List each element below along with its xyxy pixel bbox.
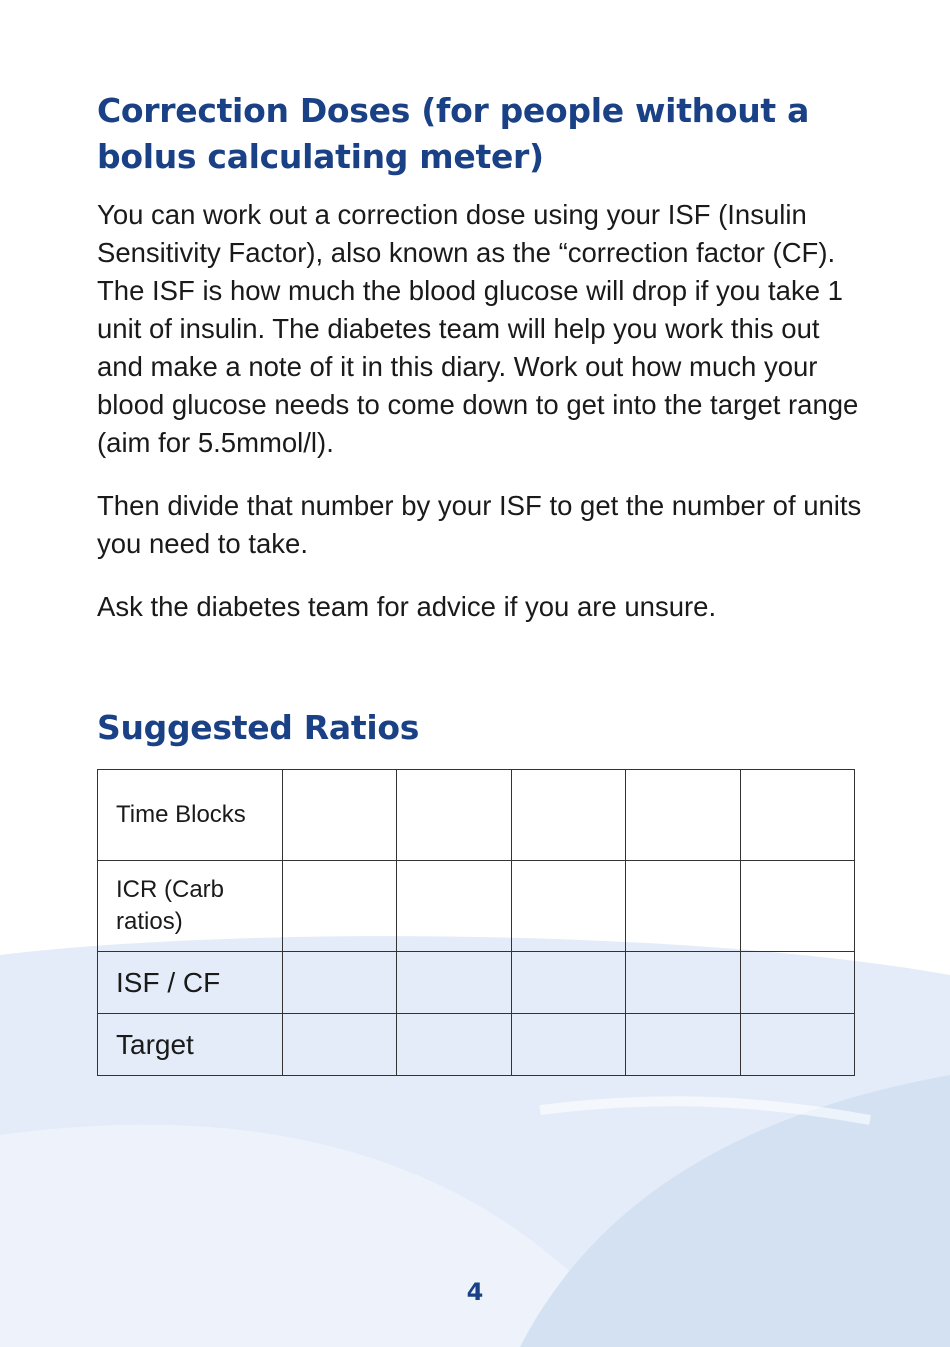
row-label: Time Blocks [98, 770, 283, 861]
row-label: ICR (Carb ratios) [98, 861, 283, 952]
paragraph-isf-explanation: You can work out a correction dose using your ISF (Insulin Sensitivity Factor), also known as the “correction factor (CF). The ISF is how much the blood glucose will drop if you take 1 unit of insulin. The diabetes team will help you work this out and make a note of it in this diary. Work out how much your blood glucose needs to come down to get into the target range (aim for 5.5mmol/l). [97, 199, 859, 458]
row-label: Target [98, 1014, 283, 1076]
table-cell[interactable] [511, 861, 625, 952]
row-label: ISF / CF [98, 952, 283, 1014]
table-cell[interactable] [397, 1014, 511, 1076]
paragraph-divide: Then divide that number by your ISF to get the number of units you need to take. [97, 490, 862, 559]
table-cell[interactable] [511, 952, 625, 1014]
table-row [98, 952, 855, 1014]
table-row [98, 1014, 855, 1076]
table-cell[interactable] [397, 770, 511, 861]
table-cell[interactable] [740, 861, 854, 952]
table-cell[interactable] [511, 1014, 625, 1076]
ratios-table [97, 769, 855, 1076]
page-title: Correction Doses (for people without a bolus calculating meter) [97, 91, 810, 176]
table-cell[interactable] [511, 770, 625, 861]
table-cell[interactable] [740, 1014, 854, 1076]
section-title: Suggested Ratios [97, 708, 420, 747]
table-cell[interactable] [283, 952, 397, 1014]
paragraph-advice: Ask the diabetes team for advice if you are unsure. [97, 591, 717, 622]
table-cell[interactable] [626, 861, 740, 952]
table-cell[interactable] [397, 861, 511, 952]
page-number: 4 [466, 1278, 484, 1306]
table-cell[interactable] [283, 1014, 397, 1076]
table-cell[interactable] [283, 861, 397, 952]
table-cell[interactable] [740, 770, 854, 861]
table-cell[interactable] [740, 952, 854, 1014]
table-cell[interactable] [626, 952, 740, 1014]
table-cell[interactable] [397, 952, 511, 1014]
table-cell[interactable] [626, 1014, 740, 1076]
table-cell[interactable] [626, 770, 740, 861]
table-row [98, 861, 855, 952]
main-content [97, 88, 867, 651]
table-cell[interactable] [283, 770, 397, 861]
table-row [98, 770, 855, 861]
